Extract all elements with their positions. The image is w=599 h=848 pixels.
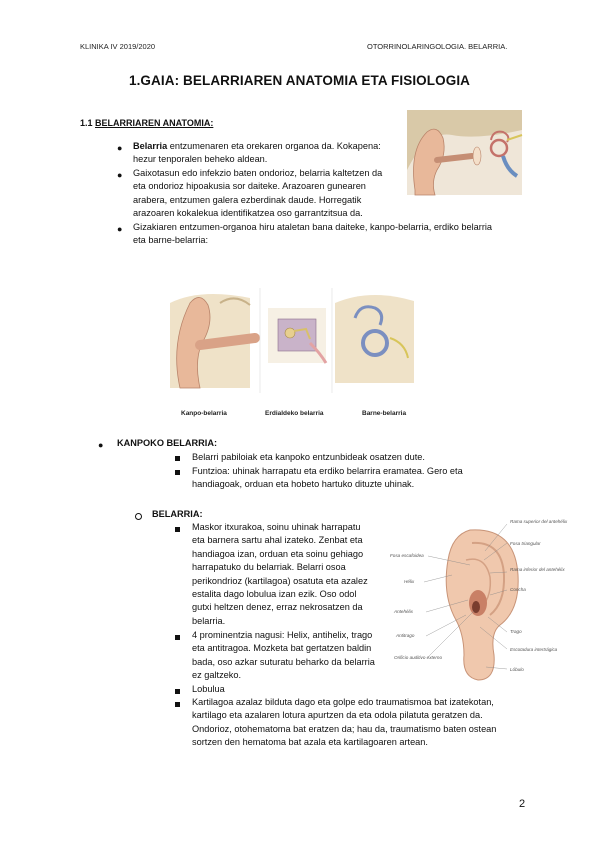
auricle-diagram: [390, 515, 568, 687]
belarria-p4-line: Kartilagoa azalaz bilduta dago eta golpe edo traumatismoa bat izatekotan,: [192, 697, 494, 707]
label-helix: Hélix: [404, 579, 415, 584]
belarria-marker: [135, 513, 142, 520]
label-concha: Concha: [510, 587, 526, 592]
bullet-2-line-2: eta ondorioz hipoakusia sor daiteke. Arazoaren gunearen: [133, 181, 366, 192]
belarria-item-2-marker: [175, 635, 180, 640]
bullet-3-line-1: Gizakiaren entzumen-organoa hiru ataletan bana daiteke, kanpo-belarria, erdiko belarria: [133, 222, 493, 232]
header-left: KLINIKA IV 2019/2020: [80, 42, 156, 51]
label-antehelix: Antehélix: [394, 609, 413, 614]
bullet-2-text: [133, 167, 401, 221]
bullet-2-marker: ●: [117, 170, 123, 180]
kanpoko-item-2-line-1: Funtzioa: uhinak harrapatu eta erdiko belarrira eramatea. Gero eta: [192, 466, 463, 476]
belarria-p2-line: ez galtzeko.: [192, 670, 242, 681]
belarria-p1-line: estalita dago lobulua izan ezik. Oso odol: [192, 589, 357, 600]
kanpoko-heading: KANPOKO BELARRIA:: [117, 438, 218, 448]
belarria-item-4: [192, 696, 526, 750]
bullet-2-line-4: arazoaren kokalekua identifikatzea oso garrantzitsua da.: [133, 208, 363, 219]
belarria-p2-line: 4 prominentzia nagusi: Helix, antihelix, trago: [192, 630, 373, 640]
bullet-1-text: [133, 140, 403, 167]
belarria-p2-line: bada, oso azkar suturatu beharko da belarria: [192, 656, 375, 667]
bullet-1-line-1: entzumenaren eta orekaren organoa da. Kokapena:: [167, 141, 381, 151]
label-orificio: Orificio auditivo externo: [394, 655, 443, 660]
belarria-p1-line: belarria.: [192, 615, 226, 626]
belarria-p4-line: sortzen den hematoma bat azala eta kartilagoaren artean.: [192, 737, 428, 748]
kanpoko-item-2: [192, 465, 522, 492]
belarria-p1-line: handiagoa izan, orduan eta soinu gehiago: [192, 548, 364, 559]
label-rama-inferior: Rama inferior del antehélix: [510, 567, 565, 572]
outer-ear-illustration: [170, 294, 255, 388]
bullet-2-line-1: Gaixotasun edo infekzio baten ondorioz, belarria kaltetzen da: [133, 168, 383, 178]
belarria-p1-line: harrapatuko du belarriak. Belarri osoa: [192, 562, 346, 573]
label-fosa-triangular: Fosa triangular: [510, 541, 541, 546]
label-trago: Trago: [510, 629, 522, 634]
inner-ear-illustration: [335, 295, 414, 383]
label-lobulo: Lóbulo: [510, 667, 524, 672]
belarria-item-3: Lobulua: [192, 684, 225, 694]
belarria-p1-line: Maskor itxurakoa, soinu uhinak harrapatu: [192, 522, 361, 532]
page-title: 1.GAIA: BELARRIAREN ANATOMIA ETA FISIOLOGIA: [128, 73, 471, 88]
ear-cross-section-image: [407, 110, 522, 195]
bullet-3-line-2: eta barne-belarria:: [133, 235, 209, 246]
section-number: 1.1: [80, 118, 96, 128]
belarria-p4-line: kartilago eta azalaren lotura apurtzen da eta odola pilatuta geratzen da.: [192, 710, 483, 721]
label-antitrago: Antitrago: [396, 633, 415, 638]
belarria-item-2: [192, 629, 392, 683]
label-escotadura: Escotadura intertrágica: [510, 647, 558, 652]
kanpoko-item-1-marker: [175, 456, 180, 461]
belarria-p4-line: Ondorioz, otohematoma bat eratzen da; hau da, traumatismo baten ostean: [192, 723, 497, 734]
ear-parts-figure: [170, 283, 414, 398]
belarria-p1-line: perikondrioz (kartilagoa) osatuta eta azalez: [192, 575, 368, 586]
middle-ear-illustration: [268, 308, 326, 363]
kanpoko-marker: ●: [98, 440, 104, 450]
caption-inner-ear: Barne-belarria: [362, 410, 407, 417]
caption-outer-ear: Kanpo-belarria: [181, 410, 227, 417]
belarria-heading: BELARRIA:: [152, 509, 203, 519]
bullet-3-marker: ●: [117, 224, 123, 234]
bullet-3-text: [133, 221, 533, 248]
belarria-p1-line: eta barnera sartu ahal izateko. Zenbat eta: [192, 535, 363, 546]
kanpoko-item-2-line-2: handiagoak, orduan eta hobeto hartuko dituzte uhinak.: [192, 479, 415, 490]
belarria-p1-line: gutxi heltzen denez, erraz nekrosatzen da: [192, 602, 363, 613]
label-rama-superior: Rama superior del antehélix: [510, 519, 568, 524]
caption-middle-ear: Erdialdeko belarria: [265, 410, 324, 417]
belarria-item-3-marker: [175, 689, 180, 694]
bullet-1-line-2: hezur tenporalen beheko aldean.: [133, 154, 268, 165]
kanpoko-item-2-marker: [175, 470, 180, 475]
section-heading: [80, 118, 213, 128]
kanpoko-item-1: Belarri pabiloiak eta kanpoko entzunbideak osatzen dute.: [192, 452, 425, 462]
label-fosa-escafoidea: Fosa escafoidea: [390, 553, 424, 558]
bullet-2-line-3: arabera, entzumen galera ezberdinak daude. Horregatik: [133, 194, 362, 205]
page-number: 2: [519, 798, 526, 810]
belarria-item-1-marker: [175, 527, 180, 532]
belarria-item-1: [192, 521, 386, 628]
section-label: BELARRIAREN ANATOMIA:: [95, 118, 214, 128]
belarria-item-4-marker: [175, 702, 180, 707]
belarria-p2-line: eta antitragoa. Mozketa bat gertatzen baldin: [192, 643, 372, 654]
bullet-1-marker: ●: [117, 143, 123, 153]
header-right: OTORRINOLARINGOLOGIA. BELARRIA.: [367, 42, 508, 51]
term-belarria: Belarria: [133, 141, 168, 151]
